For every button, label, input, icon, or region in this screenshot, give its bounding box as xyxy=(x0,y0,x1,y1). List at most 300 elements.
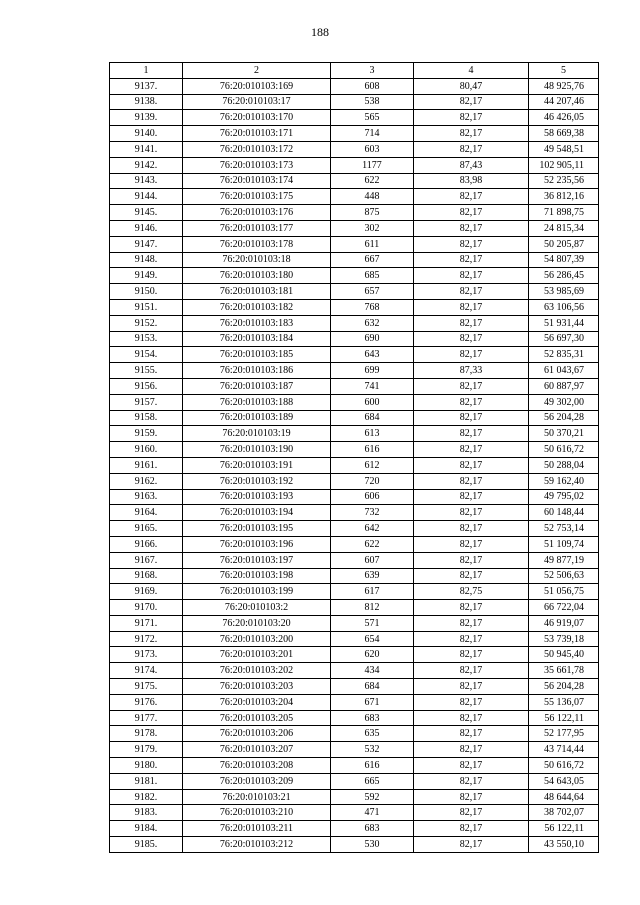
table-cell: 9150. xyxy=(110,284,183,300)
table-cell: 76:20:010103:195 xyxy=(183,521,331,537)
table-cell: 76:20:010103:175 xyxy=(183,189,331,205)
table-cell: 51 931,44 xyxy=(529,315,599,331)
table-cell: 76:20:010103:180 xyxy=(183,268,331,284)
table-cell: 9162. xyxy=(110,473,183,489)
table-cell: 52 835,31 xyxy=(529,347,599,363)
table-cell: 76:20:010103:18 xyxy=(183,252,331,268)
table-cell: 82,17 xyxy=(414,299,529,315)
table-row xyxy=(110,268,599,284)
table-cell: 82,17 xyxy=(414,710,529,726)
table-cell: 48 644,64 xyxy=(529,789,599,805)
table-cell: 82,17 xyxy=(414,773,529,789)
table-cell: 82,17 xyxy=(414,694,529,710)
table-cell: 35 661,78 xyxy=(529,663,599,679)
table-cell: 58 669,38 xyxy=(529,126,599,142)
table-row xyxy=(110,615,599,631)
table-cell: 76:20:010103:190 xyxy=(183,442,331,458)
table-cell: 76:20:010103:2 xyxy=(183,600,331,616)
table-cell: 9154. xyxy=(110,347,183,363)
table-cell: 76:20:010103:184 xyxy=(183,331,331,347)
table-cell: 54 643,05 xyxy=(529,773,599,789)
table-cell: 82,17 xyxy=(414,442,529,458)
table-cell: 9146. xyxy=(110,220,183,236)
table-row xyxy=(110,505,599,521)
table-cell: 76:20:010103:176 xyxy=(183,205,331,221)
table-cell: 683 xyxy=(331,710,414,726)
table-row xyxy=(110,726,599,742)
table-row xyxy=(110,141,599,157)
table-header-row xyxy=(110,63,599,79)
table-row xyxy=(110,536,599,552)
table-cell: 9172. xyxy=(110,631,183,647)
table-cell: 82,17 xyxy=(414,679,529,695)
table-row xyxy=(110,220,599,236)
table-cell: 51 056,75 xyxy=(529,584,599,600)
table-cell: 82,17 xyxy=(414,647,529,663)
table-cell: 82,17 xyxy=(414,205,529,221)
table-row xyxy=(110,584,599,600)
table-cell: 9148. xyxy=(110,252,183,268)
table-row xyxy=(110,631,599,647)
table-cell: 76:20:010103:19 xyxy=(183,426,331,442)
table-cell: 76:20:010103:171 xyxy=(183,126,331,142)
table-cell: 657 xyxy=(331,284,414,300)
table-cell: 639 xyxy=(331,568,414,584)
table-row xyxy=(110,710,599,726)
table-cell: 76:20:010103:17 xyxy=(183,94,331,110)
table-cell: 600 xyxy=(331,394,414,410)
table-cell: 60 148,44 xyxy=(529,505,599,521)
table-cell: 76:20:010103:183 xyxy=(183,315,331,331)
table-row xyxy=(110,236,599,252)
table-cell: 720 xyxy=(331,473,414,489)
table-cell: 76:20:010103:207 xyxy=(183,742,331,758)
table-row xyxy=(110,742,599,758)
table-cell: 1177 xyxy=(331,157,414,173)
table-cell: 53 985,69 xyxy=(529,284,599,300)
table-cell: 82,17 xyxy=(414,742,529,758)
table-cell: 82,17 xyxy=(414,284,529,300)
table-cell: 530 xyxy=(331,837,414,853)
table-row xyxy=(110,457,599,473)
table-cell: 9168. xyxy=(110,568,183,584)
table-cell: 82,17 xyxy=(414,331,529,347)
table-cell: 622 xyxy=(331,536,414,552)
table-cell: 52 753,14 xyxy=(529,521,599,537)
table-row xyxy=(110,110,599,126)
column-header: 2 xyxy=(183,63,331,79)
table-cell: 50 616,72 xyxy=(529,758,599,774)
table-cell: 684 xyxy=(331,679,414,695)
table-row xyxy=(110,821,599,837)
table-cell: 82,17 xyxy=(414,110,529,126)
table-cell: 38 702,07 xyxy=(529,805,599,821)
table-cell: 9153. xyxy=(110,331,183,347)
table-row xyxy=(110,758,599,774)
table-row xyxy=(110,805,599,821)
table-cell: 56 697,30 xyxy=(529,331,599,347)
table-cell: 60 887,97 xyxy=(529,378,599,394)
table-cell: 76:20:010103:177 xyxy=(183,220,331,236)
table-cell: 82,17 xyxy=(414,631,529,647)
table-cell: 82,17 xyxy=(414,805,529,821)
column-header: 4 xyxy=(414,63,529,79)
table-cell: 82,17 xyxy=(414,426,529,442)
table-cell: 76:20:010103:193 xyxy=(183,489,331,505)
table-cell: 76:20:010103:200 xyxy=(183,631,331,647)
table-cell: 9180. xyxy=(110,758,183,774)
table-cell: 50 945,40 xyxy=(529,647,599,663)
table-cell: 82,75 xyxy=(414,584,529,600)
table-cell: 9176. xyxy=(110,694,183,710)
table-cell: 9169. xyxy=(110,584,183,600)
table-cell: 82,17 xyxy=(414,568,529,584)
table-cell: 9171. xyxy=(110,615,183,631)
table-cell: 44 207,46 xyxy=(529,94,599,110)
table-cell: 699 xyxy=(331,363,414,379)
table-row xyxy=(110,299,599,315)
table-cell: 9142. xyxy=(110,157,183,173)
table-cell: 622 xyxy=(331,173,414,189)
table-cell: 36 812,16 xyxy=(529,189,599,205)
table-cell: 9183. xyxy=(110,805,183,821)
table-cell: 616 xyxy=(331,758,414,774)
table-cell: 9158. xyxy=(110,410,183,426)
table-cell: 9138. xyxy=(110,94,183,110)
table-cell: 82,17 xyxy=(414,505,529,521)
table-cell: 76:20:010103:201 xyxy=(183,647,331,663)
table-cell: 9141. xyxy=(110,141,183,157)
table-cell: 302 xyxy=(331,220,414,236)
table-cell: 9182. xyxy=(110,789,183,805)
table-cell: 9152. xyxy=(110,315,183,331)
table-cell: 471 xyxy=(331,805,414,821)
table-cell: 82,17 xyxy=(414,663,529,679)
table-cell: 82,17 xyxy=(414,268,529,284)
table-row xyxy=(110,378,599,394)
table-cell: 9143. xyxy=(110,173,183,189)
table-cell: 56 122,11 xyxy=(529,710,599,726)
table-cell: 9151. xyxy=(110,299,183,315)
table-cell: 613 xyxy=(331,426,414,442)
table-cell: 642 xyxy=(331,521,414,537)
table-row xyxy=(110,363,599,379)
table-cell: 76:20:010103:212 xyxy=(183,837,331,853)
table-cell: 82,17 xyxy=(414,536,529,552)
table-cell: 76:20:010103:178 xyxy=(183,236,331,252)
table-cell: 102 905,11 xyxy=(529,157,599,173)
table-row xyxy=(110,347,599,363)
table-cell: 76:20:010103:20 xyxy=(183,615,331,631)
table-cell: 48 925,76 xyxy=(529,78,599,94)
table-row xyxy=(110,331,599,347)
table-row xyxy=(110,600,599,616)
table-cell: 50 370,21 xyxy=(529,426,599,442)
table-cell: 82,17 xyxy=(414,837,529,853)
table-cell: 49 548,51 xyxy=(529,141,599,157)
table-cell: 82,17 xyxy=(414,615,529,631)
table-cell: 55 136,07 xyxy=(529,694,599,710)
table-cell: 82,17 xyxy=(414,141,529,157)
table-cell: 82,17 xyxy=(414,220,529,236)
table-row xyxy=(110,126,599,142)
table-cell: 875 xyxy=(331,205,414,221)
table-cell: 76:20:010103:174 xyxy=(183,173,331,189)
table-cell: 87,33 xyxy=(414,363,529,379)
table-cell: 76:20:010103:185 xyxy=(183,347,331,363)
table-cell: 51 109,74 xyxy=(529,536,599,552)
table-cell: 82,17 xyxy=(414,552,529,568)
page-number: 188 xyxy=(311,25,329,39)
table-cell: 82,17 xyxy=(414,410,529,426)
table-cell: 76:20:010103:186 xyxy=(183,363,331,379)
table-cell: 9163. xyxy=(110,489,183,505)
table-cell: 76:20:010103:203 xyxy=(183,679,331,695)
table-cell: 448 xyxy=(331,189,414,205)
table-row xyxy=(110,837,599,853)
table-cell: 46 426,05 xyxy=(529,110,599,126)
table-cell: 667 xyxy=(331,252,414,268)
table-cell: 684 xyxy=(331,410,414,426)
data-table xyxy=(109,62,599,853)
table-cell: 76:20:010103:187 xyxy=(183,378,331,394)
table-cell: 9137. xyxy=(110,78,183,94)
table-cell: 82,17 xyxy=(414,473,529,489)
table-row xyxy=(110,552,599,568)
table-cell: 76:20:010103:208 xyxy=(183,758,331,774)
table-cell: 83,98 xyxy=(414,173,529,189)
table-cell: 571 xyxy=(331,615,414,631)
table-cell: 56 286,45 xyxy=(529,268,599,284)
table-cell: 685 xyxy=(331,268,414,284)
table-cell: 76:20:010103:191 xyxy=(183,457,331,473)
table-row xyxy=(110,489,599,505)
table-cell: 714 xyxy=(331,126,414,142)
table-cell: 76:20:010103:198 xyxy=(183,568,331,584)
table-row xyxy=(110,442,599,458)
table-cell: 643 xyxy=(331,347,414,363)
table-cell: 9139. xyxy=(110,110,183,126)
table-cell: 9156. xyxy=(110,378,183,394)
table-cell: 59 162,40 xyxy=(529,473,599,489)
table-cell: 9159. xyxy=(110,426,183,442)
table-body xyxy=(110,78,599,852)
table-row xyxy=(110,521,599,537)
column-header: 5 xyxy=(529,63,599,79)
table-cell: 612 xyxy=(331,457,414,473)
table-cell: 592 xyxy=(331,789,414,805)
table-cell: 9161. xyxy=(110,457,183,473)
table-row xyxy=(110,426,599,442)
table-cell: 82,17 xyxy=(414,315,529,331)
table-cell: 82,17 xyxy=(414,126,529,142)
table-cell: 532 xyxy=(331,742,414,758)
table-row xyxy=(110,694,599,710)
table-cell: 9145. xyxy=(110,205,183,221)
column-header: 3 xyxy=(331,63,414,79)
table-cell: 76:20:010103:197 xyxy=(183,552,331,568)
table-cell: 665 xyxy=(331,773,414,789)
table-cell: 82,17 xyxy=(414,789,529,805)
table-cell: 52 506,63 xyxy=(529,568,599,584)
table-cell: 607 xyxy=(331,552,414,568)
table-cell: 43 550,10 xyxy=(529,837,599,853)
table-cell: 617 xyxy=(331,584,414,600)
table-cell: 76:20:010103:199 xyxy=(183,584,331,600)
table-cell: 52 235,56 xyxy=(529,173,599,189)
table-cell: 82,17 xyxy=(414,236,529,252)
table-cell: 76:20:010103:173 xyxy=(183,157,331,173)
table-cell: 82,17 xyxy=(414,758,529,774)
table-cell: 76:20:010103:181 xyxy=(183,284,331,300)
table-cell: 632 xyxy=(331,315,414,331)
table-cell: 56 204,28 xyxy=(529,679,599,695)
table-cell: 82,17 xyxy=(414,347,529,363)
table-cell: 43 714,44 xyxy=(529,742,599,758)
table-cell: 52 177,95 xyxy=(529,726,599,742)
table-cell: 76:20:010103:170 xyxy=(183,110,331,126)
table-cell: 76:20:010103:192 xyxy=(183,473,331,489)
table-cell: 24 815,34 xyxy=(529,220,599,236)
table-cell: 82,17 xyxy=(414,600,529,616)
table-row xyxy=(110,78,599,94)
table-cell: 82,17 xyxy=(414,94,529,110)
table-cell: 635 xyxy=(331,726,414,742)
table-cell: 9170. xyxy=(110,600,183,616)
table-cell: 9147. xyxy=(110,236,183,252)
table-cell: 76:20:010103:188 xyxy=(183,394,331,410)
table-cell: 61 043,67 xyxy=(529,363,599,379)
table-cell: 66 722,04 xyxy=(529,600,599,616)
table-cell: 56 204,28 xyxy=(529,410,599,426)
table-cell: 9149. xyxy=(110,268,183,284)
table-cell: 690 xyxy=(331,331,414,347)
table-cell: 812 xyxy=(331,600,414,616)
table-cell: 9166. xyxy=(110,536,183,552)
table-cell: 9181. xyxy=(110,773,183,789)
table-cell: 9174. xyxy=(110,663,183,679)
table-cell: 9175. xyxy=(110,679,183,695)
table-cell: 49 877,19 xyxy=(529,552,599,568)
table-row xyxy=(110,94,599,110)
table-cell: 768 xyxy=(331,299,414,315)
table-cell: 80,47 xyxy=(414,78,529,94)
table-cell: 611 xyxy=(331,236,414,252)
table-cell: 9140. xyxy=(110,126,183,142)
table-cell: 732 xyxy=(331,505,414,521)
table-cell: 76:20:010103:194 xyxy=(183,505,331,521)
table-cell: 620 xyxy=(331,647,414,663)
table-row xyxy=(110,252,599,268)
table-cell: 9179. xyxy=(110,742,183,758)
table-cell: 9184. xyxy=(110,821,183,837)
table-cell: 9173. xyxy=(110,647,183,663)
table-cell: 82,17 xyxy=(414,457,529,473)
table-cell: 603 xyxy=(331,141,414,157)
table-cell: 71 898,75 xyxy=(529,205,599,221)
table-cell: 671 xyxy=(331,694,414,710)
table-cell: 608 xyxy=(331,78,414,94)
table-cell: 50 616,72 xyxy=(529,442,599,458)
table-cell: 82,17 xyxy=(414,252,529,268)
table-row xyxy=(110,410,599,426)
table-cell: 82,17 xyxy=(414,521,529,537)
table-cell: 56 122,11 xyxy=(529,821,599,837)
table-row xyxy=(110,568,599,584)
table-cell: 76:20:010103:182 xyxy=(183,299,331,315)
table-row xyxy=(110,473,599,489)
table-cell: 76:20:010103:202 xyxy=(183,663,331,679)
table-row xyxy=(110,284,599,300)
table-cell: 9155. xyxy=(110,363,183,379)
table-cell: 9144. xyxy=(110,189,183,205)
table-cell: 9185. xyxy=(110,837,183,853)
table-cell: 538 xyxy=(331,94,414,110)
table-cell: 82,17 xyxy=(414,378,529,394)
table-row xyxy=(110,394,599,410)
table-cell: 76:20:010103:196 xyxy=(183,536,331,552)
table-cell: 9165. xyxy=(110,521,183,537)
table-cell: 76:20:010103:209 xyxy=(183,773,331,789)
table-cell: 434 xyxy=(331,663,414,679)
table-cell: 46 919,07 xyxy=(529,615,599,631)
table-cell: 82,17 xyxy=(414,821,529,837)
table-row xyxy=(110,205,599,221)
table-cell: 76:20:010103:210 xyxy=(183,805,331,821)
table-cell: 82,17 xyxy=(414,726,529,742)
table-row xyxy=(110,679,599,695)
table-row xyxy=(110,173,599,189)
table-cell: 565 xyxy=(331,110,414,126)
table-cell: 82,17 xyxy=(414,394,529,410)
table-cell: 9177. xyxy=(110,710,183,726)
table-row xyxy=(110,773,599,789)
table-cell: 76:20:010103:206 xyxy=(183,726,331,742)
table-row xyxy=(110,315,599,331)
table-row xyxy=(110,157,599,173)
table-cell: 76:20:010103:204 xyxy=(183,694,331,710)
table-cell: 9157. xyxy=(110,394,183,410)
table-cell: 9160. xyxy=(110,442,183,458)
table-cell: 76:20:010103:205 xyxy=(183,710,331,726)
table-cell: 53 739,18 xyxy=(529,631,599,647)
table-cell: 76:20:010103:172 xyxy=(183,141,331,157)
table-cell: 741 xyxy=(331,378,414,394)
column-header: 1 xyxy=(110,63,183,79)
table-cell: 76:20:010103:21 xyxy=(183,789,331,805)
table-cell: 76:20:010103:211 xyxy=(183,821,331,837)
table-cell: 50 288,04 xyxy=(529,457,599,473)
table-row xyxy=(110,789,599,805)
table-row xyxy=(110,189,599,205)
table-cell: 49 795,02 xyxy=(529,489,599,505)
table-cell: 54 807,39 xyxy=(529,252,599,268)
table-cell: 50 205,87 xyxy=(529,236,599,252)
table-row xyxy=(110,647,599,663)
table-row xyxy=(110,663,599,679)
table-cell: 683 xyxy=(331,821,414,837)
table-cell: 82,17 xyxy=(414,489,529,505)
table-cell: 9164. xyxy=(110,505,183,521)
table-cell: 87,43 xyxy=(414,157,529,173)
table-cell: 9178. xyxy=(110,726,183,742)
table-cell: 654 xyxy=(331,631,414,647)
table-cell: 76:20:010103:189 xyxy=(183,410,331,426)
table-cell: 49 302,00 xyxy=(529,394,599,410)
table-cell: 82,17 xyxy=(414,189,529,205)
table-cell: 606 xyxy=(331,489,414,505)
table-cell: 616 xyxy=(331,442,414,458)
